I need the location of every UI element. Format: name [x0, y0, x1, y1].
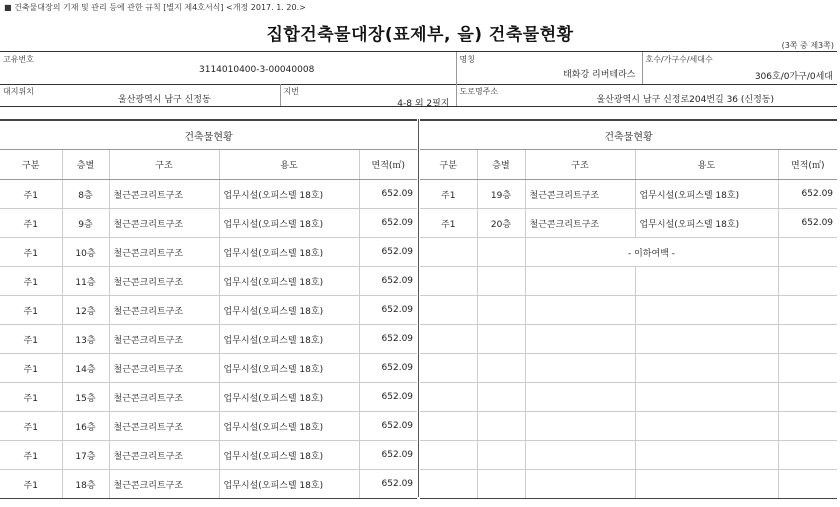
use-cell — [635, 383, 778, 412]
floor-cell: 8층 — [62, 180, 109, 209]
area-cell: 652.09 — [359, 412, 417, 441]
area-cell: 652.09 — [359, 325, 417, 354]
table-row — [0, 325, 417, 354]
area-cell: 652.09 — [359, 209, 417, 238]
building-status-left — [0, 119, 417, 499]
regulation-note: ■ 건축물대장의 기재 및 관리 등에 관한 규칙 [별지 제4호서식] <개정 2017. 1. 20.> — [4, 3, 306, 12]
structure-cell: 철근콘크리트구조 — [109, 238, 219, 267]
col-floor: 층별 — [477, 150, 525, 180]
col-floor: 층별 — [62, 150, 109, 180]
table-row — [420, 383, 837, 412]
floor-cell — [477, 470, 525, 499]
id-label: 고유번호 — [3, 55, 34, 64]
structure-cell — [525, 296, 635, 325]
col-area: 면적(㎡) — [778, 150, 837, 180]
floor-cell — [477, 325, 525, 354]
type-cell: 주1 — [420, 180, 477, 209]
road-label: 도로명주소 — [459, 87, 499, 96]
area-cell: 652.09 — [359, 441, 417, 470]
table-row — [420, 238, 837, 267]
type-cell: 주1 — [420, 209, 477, 238]
structure-cell — [525, 325, 635, 354]
name-value: 태화강 리버테라스 — [563, 70, 636, 80]
floor-cell: 14층 — [62, 354, 109, 383]
area-cell: 652.09 — [359, 354, 417, 383]
type-cell: 주1 — [0, 238, 62, 267]
area-cell — [778, 296, 837, 325]
type-cell — [420, 325, 477, 354]
table-row — [0, 238, 417, 267]
type-cell: 주1 — [0, 296, 62, 325]
col-area: 면적(㎡) — [359, 150, 417, 180]
type-cell — [420, 354, 477, 383]
use-cell — [635, 267, 778, 296]
table-row — [0, 470, 417, 499]
floor-cell: 17층 — [62, 441, 109, 470]
use-cell: 업무시설(오피스텔 18호) — [219, 180, 359, 209]
location-info-table — [0, 84, 837, 107]
table-row — [420, 354, 837, 383]
table-row — [0, 441, 417, 470]
floor-cell — [477, 441, 525, 470]
table-row — [420, 267, 837, 296]
units-label: 호수/가구수/세대수 — [645, 55, 713, 64]
floor-cell: 20층 — [477, 209, 525, 238]
table-row — [0, 383, 417, 412]
use-cell — [635, 412, 778, 441]
col-structure: 구조 — [109, 150, 219, 180]
floor-cell: 10층 — [62, 238, 109, 267]
structure-cell: 철근콘크리트구조 — [109, 354, 219, 383]
floor-cell — [477, 238, 525, 267]
blank-note: - 이하여백 - — [525, 238, 778, 267]
page-number: (3쪽 중 제3쪽) — [781, 41, 834, 50]
table-row — [420, 470, 837, 499]
use-cell: 업무시설(오피스텔 18호) — [219, 296, 359, 325]
units-cell — [642, 52, 837, 85]
section-title: 건축물현황 — [0, 120, 417, 150]
table-row — [420, 412, 837, 441]
floor-cell — [477, 296, 525, 325]
type-cell: 주1 — [0, 441, 62, 470]
document-title: 집합건축물대장(표제부, 을) 건축물현황 — [266, 25, 574, 45]
table-row — [0, 180, 417, 209]
type-cell — [420, 470, 477, 499]
structure-cell: 철근콘크리트구조 — [109, 470, 219, 499]
area-cell — [778, 441, 837, 470]
structure-cell — [525, 441, 635, 470]
use-cell: 업무시설(오피스텔 18호) — [219, 441, 359, 470]
type-cell: 주1 — [0, 354, 62, 383]
col-structure: 구조 — [525, 150, 635, 180]
type-cell: 주1 — [0, 267, 62, 296]
type-cell: 주1 — [0, 180, 62, 209]
structure-cell — [525, 267, 635, 296]
area-cell — [778, 238, 837, 267]
structure-cell: 철근콘크리트구조 — [525, 209, 635, 238]
site-cell — [0, 84, 280, 107]
area-cell: 652.09 — [359, 267, 417, 296]
name-label: 명칭 — [459, 55, 475, 64]
area-cell — [778, 354, 837, 383]
id-cell — [0, 52, 456, 85]
type-cell: 주1 — [0, 325, 62, 354]
structure-cell: 철근콘크리트구조 — [109, 267, 219, 296]
floor-cell — [477, 267, 525, 296]
use-cell: 업무시설(오피스텔 18호) — [219, 383, 359, 412]
structure-cell: 철근콘크리트구조 — [109, 383, 219, 412]
use-cell: 업무시설(오피스텔 18호) — [219, 238, 359, 267]
road-cell — [456, 84, 837, 107]
floor-cell: 15층 — [62, 383, 109, 412]
building-info-table — [0, 51, 837, 85]
table-row — [0, 412, 417, 441]
lot-value: 4-8 외 2필지 — [397, 99, 450, 109]
area-cell — [778, 470, 837, 499]
structure-cell — [525, 412, 635, 441]
type-cell: 주1 — [0, 470, 62, 499]
use-cell — [635, 441, 778, 470]
area-cell — [778, 412, 837, 441]
structure-cell: 철근콘크리트구조 — [525, 180, 635, 209]
type-cell — [420, 296, 477, 325]
table-row — [0, 296, 417, 325]
use-cell — [635, 296, 778, 325]
area-cell: 652.09 — [778, 209, 837, 238]
area-cell: 652.09 — [359, 296, 417, 325]
column-divider — [418, 119, 419, 497]
floor-cell — [477, 354, 525, 383]
use-cell: 업무시설(오피스텔 18호) — [635, 180, 778, 209]
use-cell — [635, 470, 778, 499]
structure-cell: 철근콘크리트구조 — [109, 209, 219, 238]
structure-cell: 철근콘크리트구조 — [109, 296, 219, 325]
site-value: 울산광역시 남구 신정동 — [118, 95, 211, 105]
type-cell — [420, 383, 477, 412]
area-cell: 652.09 — [778, 180, 837, 209]
area-cell — [778, 383, 837, 412]
use-cell: 업무시설(오피스텔 18호) — [219, 354, 359, 383]
table-row — [420, 325, 837, 354]
type-cell: 주1 — [0, 412, 62, 441]
structure-cell: 철근콘크리트구조 — [109, 412, 219, 441]
structure-cell — [525, 354, 635, 383]
units-value: 306호/0가구/0세대 — [754, 72, 833, 82]
table-row — [420, 441, 837, 470]
structure-cell: 철근콘크리트구조 — [109, 180, 219, 209]
type-cell: 주1 — [0, 209, 62, 238]
floor-cell: 18층 — [62, 470, 109, 499]
type-cell — [420, 267, 477, 296]
col-type: 구분 — [0, 150, 62, 180]
table-row — [420, 180, 837, 209]
type-cell — [420, 441, 477, 470]
table-row — [420, 209, 837, 238]
use-cell: 업무시설(오피스텔 18호) — [219, 267, 359, 296]
road-value: 울산광역시 남구 신정로204번길 36 (신정동) — [596, 95, 774, 105]
use-cell: 업무시설(오피스텔 18호) — [219, 209, 359, 238]
table-row — [0, 209, 417, 238]
table-row — [0, 267, 417, 296]
area-cell — [778, 267, 837, 296]
structure-cell: 철근콘크리트구조 — [109, 325, 219, 354]
table-row — [0, 354, 417, 383]
use-cell: 업무시설(오피스텔 18호) — [219, 470, 359, 499]
id-value: 3114010400-3-00040008 — [199, 65, 315, 75]
area-cell — [778, 325, 837, 354]
floor-cell — [477, 383, 525, 412]
table-row — [420, 296, 837, 325]
area-cell: 652.09 — [359, 470, 417, 499]
area-cell: 652.09 — [359, 383, 417, 412]
col-use: 용도 — [219, 150, 359, 180]
floor-cell: 16층 — [62, 412, 109, 441]
type-cell: 주1 — [0, 383, 62, 412]
floor-cell: 19층 — [477, 180, 525, 209]
structure-cell — [525, 383, 635, 412]
use-cell — [635, 354, 778, 383]
type-cell — [420, 238, 477, 267]
area-cell: 652.09 — [359, 180, 417, 209]
structure-cell: 철근콘크리트구조 — [109, 441, 219, 470]
site-label: 대지위치 — [3, 87, 34, 96]
floor-cell — [477, 412, 525, 441]
section-title: 건축물현황 — [420, 120, 837, 150]
use-cell: 업무시설(오피스텔 18호) — [219, 325, 359, 354]
floor-cell: 11층 — [62, 267, 109, 296]
floor-cell: 12층 — [62, 296, 109, 325]
area-cell: 652.09 — [359, 238, 417, 267]
name-cell — [456, 52, 642, 85]
building-status-right — [420, 119, 837, 499]
col-type: 구분 — [420, 150, 477, 180]
lot-cell — [280, 84, 456, 107]
col-use: 용도 — [635, 150, 778, 180]
floor-cell: 13층 — [62, 325, 109, 354]
lot-label: 지번 — [283, 87, 299, 96]
use-cell — [635, 325, 778, 354]
use-cell: 업무시설(오피스텔 18호) — [635, 209, 778, 238]
type-cell — [420, 412, 477, 441]
use-cell: 업무시설(오피스텔 18호) — [219, 412, 359, 441]
floor-cell: 9층 — [62, 209, 109, 238]
structure-cell — [525, 470, 635, 499]
